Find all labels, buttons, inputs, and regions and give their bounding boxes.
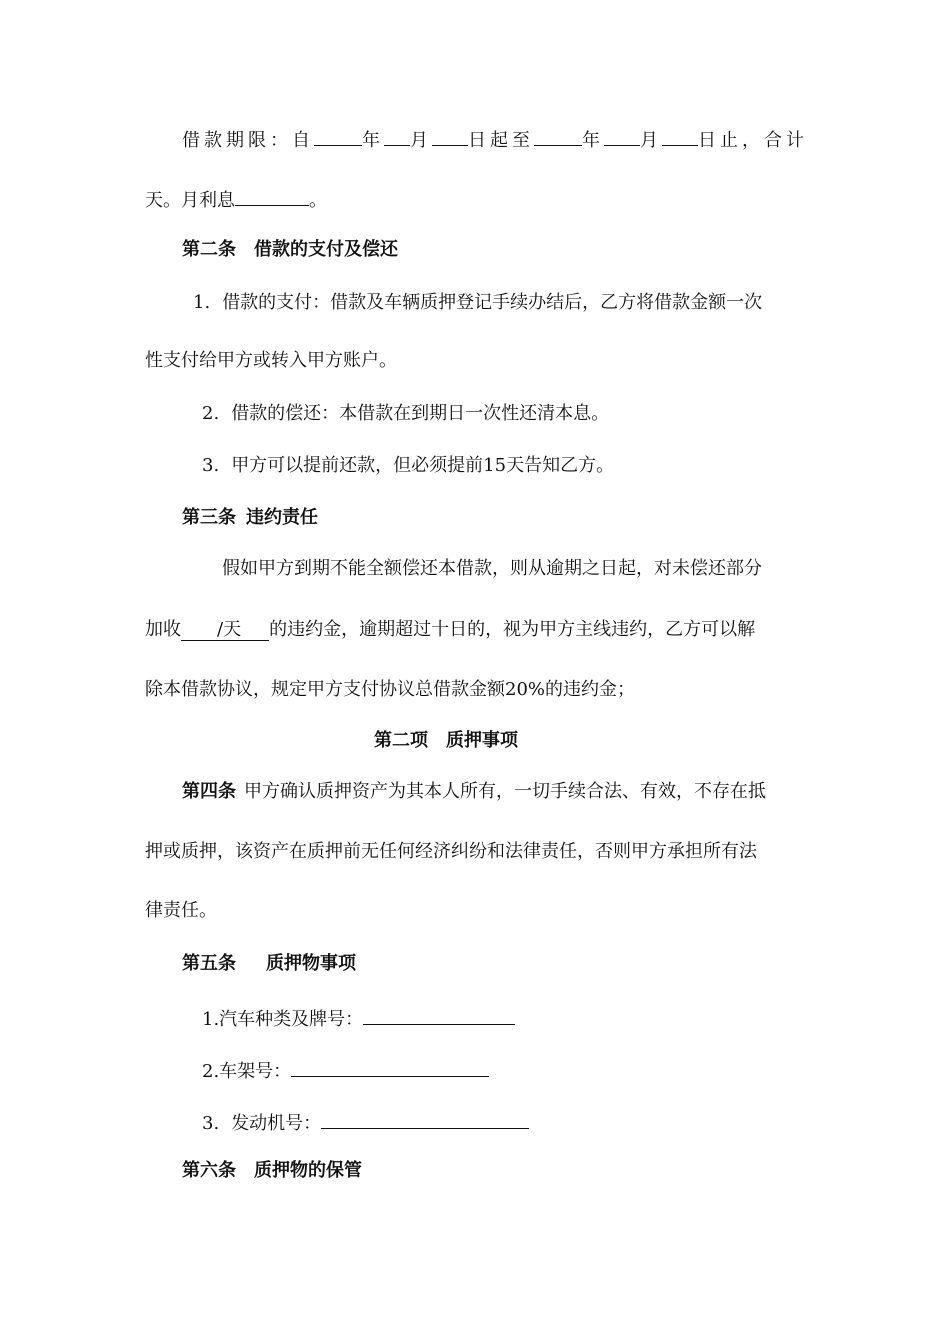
article4-line-a: [182, 780, 766, 804]
article5-heading: 质押物事项: [266, 953, 356, 974]
blank-year-to[interactable]: [534, 125, 582, 146]
article6-heading: 质押物的保管: [254, 1160, 362, 1181]
day-to-text: 日止，合计: [698, 130, 808, 151]
article2-title: [182, 238, 398, 262]
year-from-unit: 年: [362, 130, 384, 151]
chassis-number-label: 2.车架号：: [202, 1061, 292, 1082]
article5-item2: [202, 1056, 489, 1084]
surcharge-label: 加收: [145, 619, 181, 640]
blank-vehicle-type-plate[interactable]: [363, 1004, 515, 1025]
article2-item1-b: 性支付给甲方或转入甲方账户。: [145, 350, 397, 371]
interest-end: 。: [309, 190, 327, 211]
article3-heading: 违约责任: [246, 507, 318, 528]
article2-item1-text: 借款的支付：借款及车辆质押登记手续办结后，乙方将借款金额一次: [222, 292, 763, 313]
article2-item1-a: [193, 291, 762, 315]
blank-chassis-number[interactable]: [291, 1056, 489, 1077]
article2-item2: [202, 402, 609, 426]
article5-item3: [202, 1108, 529, 1136]
section2-number: 第二项: [374, 730, 428, 751]
engine-number-label: 发动机号：: [231, 1113, 322, 1134]
article2-item3-text: 甲方可以提前还款，但必须提前15天告知乙方。: [231, 455, 615, 476]
article6-title: [182, 1159, 362, 1183]
article3-para-b-text: 的违约金，逾期超过十日的，视为甲方主线违约，乙方可以解: [269, 619, 756, 640]
per-day-text: /天: [217, 619, 242, 640]
article2-item2-text: 借款的偿还：本借款在到期日一次性还清本息。: [231, 403, 610, 424]
article5-title: [182, 952, 356, 976]
article3-para-c: 除本借款协议，规定甲方支付协议总借款金额20%的违约金；: [145, 679, 636, 700]
blank-year-from[interactable]: [314, 125, 362, 146]
blank-monthly-interest[interactable]: [235, 185, 309, 206]
article3-para-a: 假如甲方到期不能全额偿还本借款，则从逾期之日起，对未偿还部分: [222, 558, 762, 579]
article6-number: 第六条: [182, 1160, 236, 1181]
article2-item3: [202, 454, 614, 478]
section2-title: [374, 729, 518, 753]
blank-day-to[interactable]: [662, 125, 698, 146]
article2-number: 第二条: [182, 239, 236, 260]
loan-interest-line: [145, 185, 327, 213]
article2-item3-number: 3.: [202, 455, 220, 476]
article3-para-b: [145, 618, 755, 642]
days-unit-text: 天。月利息: [145, 190, 235, 211]
blank-month-to[interactable]: [604, 125, 640, 146]
month-from-unit: 月: [410, 130, 432, 151]
blank-month-from[interactable]: [384, 125, 410, 146]
vehicle-type-plate-label: 1.汽车种类及牌号：: [202, 1009, 364, 1030]
article5-item1: [202, 1004, 515, 1032]
article4-number: 第四条: [182, 781, 236, 802]
article4-line-c: 律责任。: [145, 900, 217, 921]
article5-number: 第五条: [182, 953, 236, 974]
article2-item2-number: 2.: [202, 403, 220, 424]
blank-daily-penalty[interactable]: [181, 620, 269, 641]
article3-title: [182, 506, 318, 530]
blank-engine-number[interactable]: [321, 1108, 529, 1129]
month-to-unit: 月: [640, 130, 662, 151]
year-to-unit: 年: [582, 130, 604, 151]
article2-item1-number: 1.: [193, 292, 211, 313]
article3-number: 第三条: [182, 507, 236, 528]
loan-term-label: 借款期限：自: [182, 130, 314, 151]
article2-heading: 借款的支付及偿还: [254, 239, 398, 260]
day-from-text: 日起至: [468, 130, 534, 151]
blank-day-from[interactable]: [432, 125, 468, 146]
article5-item3-number: 3.: [202, 1113, 220, 1134]
loan-term-line: [182, 125, 808, 153]
article4-line-b: 押或质押，该资产在质押前无任何经济纠纷和法律责任，否则甲方承担所有法: [145, 841, 757, 862]
article4-text-a: 甲方确认质押资产为其本人所有，一切手续合法、有效，不存在抵: [244, 781, 766, 802]
section2-heading: 质押事项: [446, 730, 518, 751]
